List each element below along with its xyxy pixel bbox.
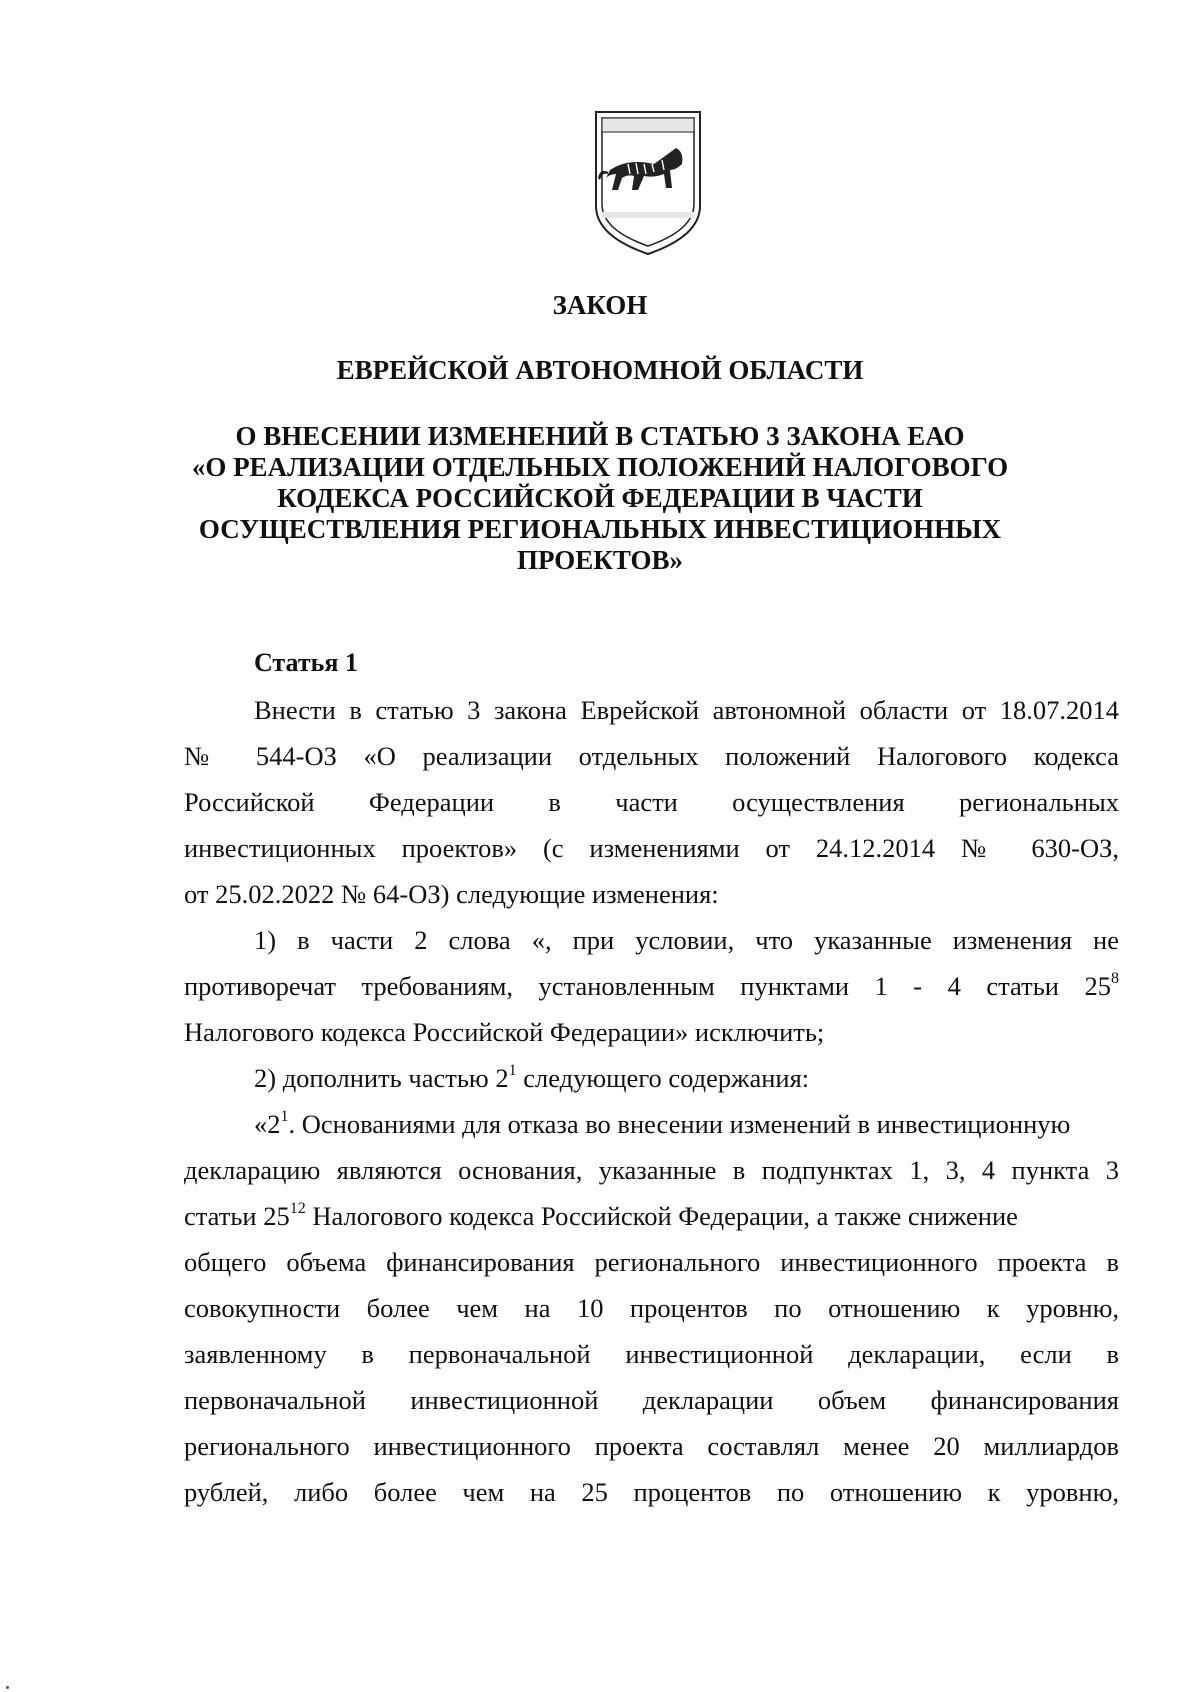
line-text: Налогового кодекса Российской Федерации, а также снижение — [305, 1201, 1018, 1231]
article-title: Статья 1 — [254, 648, 358, 677]
line-text: противоречат требованиям, установленным пунктами 1 - 4 статьи 25 — [184, 971, 1111, 1001]
scan-speck — [6, 1686, 9, 1689]
body-line: регионального инвестиционного проекта составлял менее 20 миллиардов — [184, 1431, 1119, 1461]
body-line: Российской Федерации в части осуществления региональных — [184, 787, 1119, 817]
body-line: 1) в части 2 слова «, при условии, что указанные изменения не — [254, 925, 1119, 955]
line-text: статьи 25 — [184, 1201, 290, 1231]
body-line: рублей, либо более чем на 25 процентов по отношению к уровню, — [184, 1477, 1119, 1507]
body-line: первоначальной инвестиционной декларации объем финансирования — [184, 1385, 1119, 1415]
body-line — [184, 1201, 1119, 1231]
superscript: 1 — [280, 1108, 289, 1126]
subject-line: «О РЕАЛИЗАЦИИ ОТДЕЛЬНЫХ ПОЛОЖЕНИЙ НАЛОГОВОГО — [191, 452, 1009, 482]
body-line: декларацию являются основания, указанные в подпунктах 1, 3, 4 пункта 3 — [184, 1155, 1119, 1185]
subject-line: КОДЕКСА РОССИЙСКОЙ ФЕДЕРАЦИИ В ЧАСТИ — [277, 483, 923, 513]
body-line: общего объема финансирования регионального инвестиционного проекта в — [184, 1247, 1119, 1277]
region-heading: ЕВРЕЙСКОЙ АВТОНОМНОЙ ОБЛАСТИ — [336, 355, 864, 385]
body-line: совокупности более чем на 10 процентов по отношению к уровню, — [184, 1293, 1119, 1323]
superscript: 1 — [508, 1062, 517, 1080]
body-line — [254, 1063, 1119, 1093]
line-text: . Основаниями для отказа во внесении изменений в инвестиционную — [288, 1109, 1071, 1139]
line-text: «2 — [254, 1109, 281, 1139]
line-text: следующего содержания: — [516, 1063, 810, 1093]
subject-line: ПРОЕКТОВ» — [516, 545, 684, 575]
document-type-heading: ЗАКОН — [552, 290, 648, 320]
body-line — [184, 971, 1119, 1001]
law-subject-heading — [150, 421, 1050, 576]
body-line — [254, 1109, 1119, 1139]
line-text: 2) дополнить частью 2 — [254, 1063, 509, 1093]
subject-line: ОСУЩЕСТВЛЕНИЯ РЕГИОНАЛЬНЫХ ИНВЕСТИЦИОННЫХ — [198, 514, 1002, 544]
superscript: 12 — [289, 1200, 306, 1218]
superscript: 8 — [1111, 970, 1119, 988]
body-line: заявленному в первоначальной инвестиционной декларации, если в — [184, 1339, 1119, 1369]
coat-of-arms-tiger-emblem — [588, 108, 708, 258]
body-line: Внести в статью 3 закона Еврейской автономной области от 18.07.2014 — [254, 695, 1119, 725]
body-line: Налогового кодекса Российской Федерации» исключить; — [184, 1017, 825, 1047]
body-line: № 544-ОЗ «О реализации отдельных положений Налогового кодекса — [184, 741, 1119, 771]
subject-line: О ВНЕСЕНИИ ИЗМЕНЕНИЙ В СТАТЬЮ 3 ЗАКОНА ЕАО — [235, 421, 965, 451]
body-line: инвестиционных проектов» (с изменениями от 24.12.2014 № 630-ОЗ, — [184, 833, 1119, 863]
body-line: от 25.02.2022 № 64-ОЗ) следующие изменения: — [184, 879, 719, 909]
